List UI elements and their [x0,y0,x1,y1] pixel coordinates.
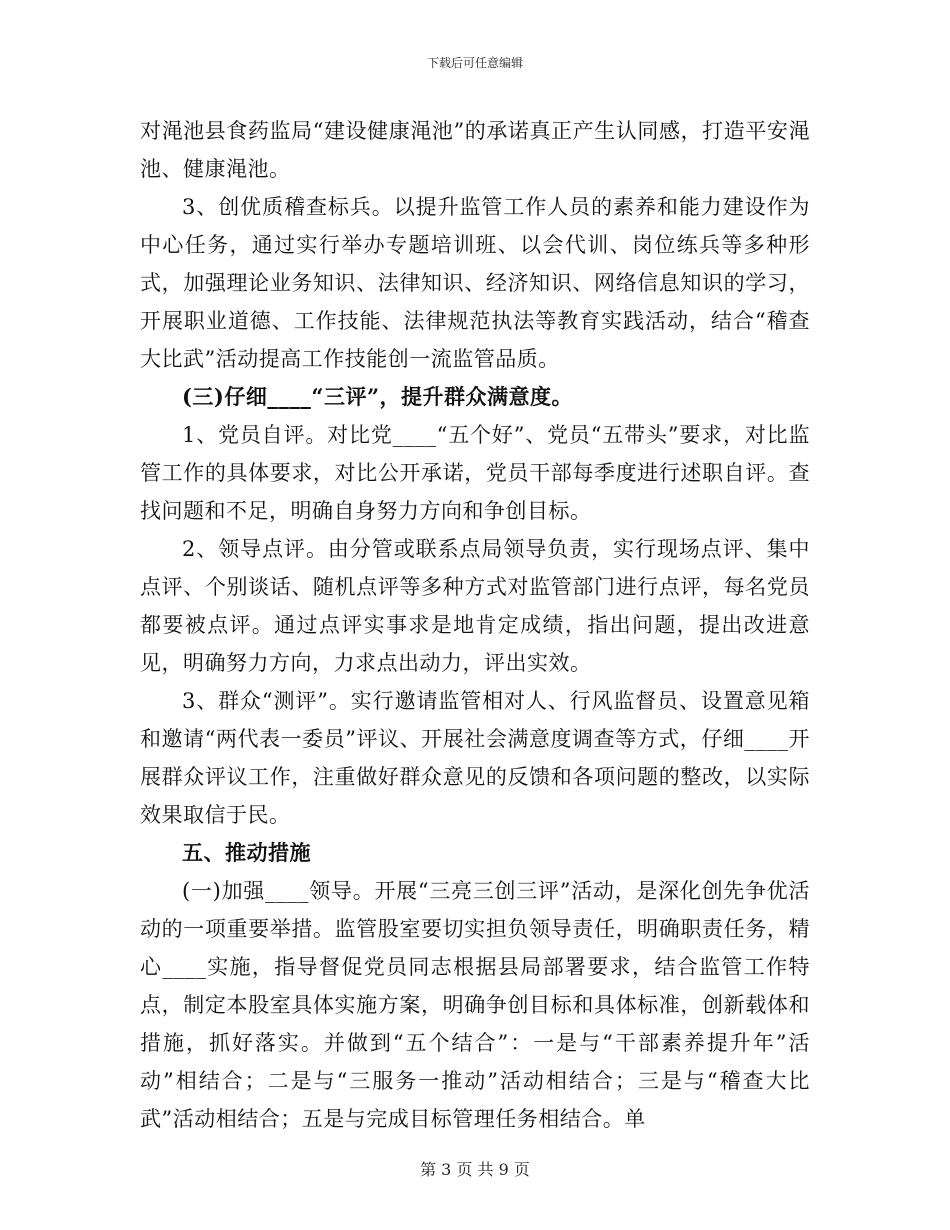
page-number: 第 3 页 共 9 页 [420,1160,530,1179]
paragraph-continuation: 对渑池县食药监局“建设健康渑池”的承诺真正产生认同感，打造平安渑池、健康渑池。 [140,119,810,181]
section-heading-three-reviews: (三)仔细____“三评”，提升群众满意度。 [182,384,574,409]
paragraph-item-3-inspection: 3、创优质稽查标兵。以提升监管工作人员的素养和能力建设作为中心任务，通过实行举办专题培训班、以会代训、岗位练兵等多种形式，加强理论业务知识、法律知识、经济知识、网络信息知识的学习，开展职业道德、工作技能、法律规范执法等教育实践活动，结合“稽查大比武”活动提高工作技能创一流监管品质。 [140,195,810,371]
paragraph-leader-review: 2、领导点评。由分管或联系点局领导负责，实行现场点评、集中点评、个别谈话、随机点评等多种方式对监管部门进行点评，每名党员都要被点评。通过点评实事求是地肯定成绩，指出问题，提出改进意见，明确努力方向，力求点出动力，评出实效。 [140,537,810,675]
page-header: 下载后可任意编辑 [426,56,523,70]
section-heading-measures: 五、推动措施 [182,840,311,865]
paragraph-party-self-review: 1、党员自评。对比党____“五个好”、党员“五带头”要求，对比监管工作的具体要求，对比公开承诺，党员干部每季度进行述职自评。查找问题和不足，明确自身努力方向和争创目标。 [140,423,810,523]
paragraph-strengthen-leadership: (一)加强____领导。开展“三亮三创三评”活动，是深化创先争优活动的一项重要举措。监管股室要切实担负领导责任，明确职责任务，精心____实施，指导督促党员同志根据县局部署要求，结合监管工作特点，制定本股室具体实施方案，明确争创目标和具体标准，创新载体和措施，抓好落实。并做到“五个结合”：一是与“干部素养提升年”活动”相结合；二是与“三服务一推动”活动相结合；三是与“稽查大比武”活动相结合；五是与完成目标管理任务相结合。单 [140,879,810,1131]
document-body [140,112,810,1138]
paragraph-public-review: 3、群众“测评”。实行邀请监管相对人、行风监督员、设置意见箱和邀请“两代表一委员”评议、开展社会满意度调查等方式，仔细____开展群众评议工作，注重做好群众意见的反馈和各项问题的整改，以实际效果取信于民。 [140,689,810,827]
